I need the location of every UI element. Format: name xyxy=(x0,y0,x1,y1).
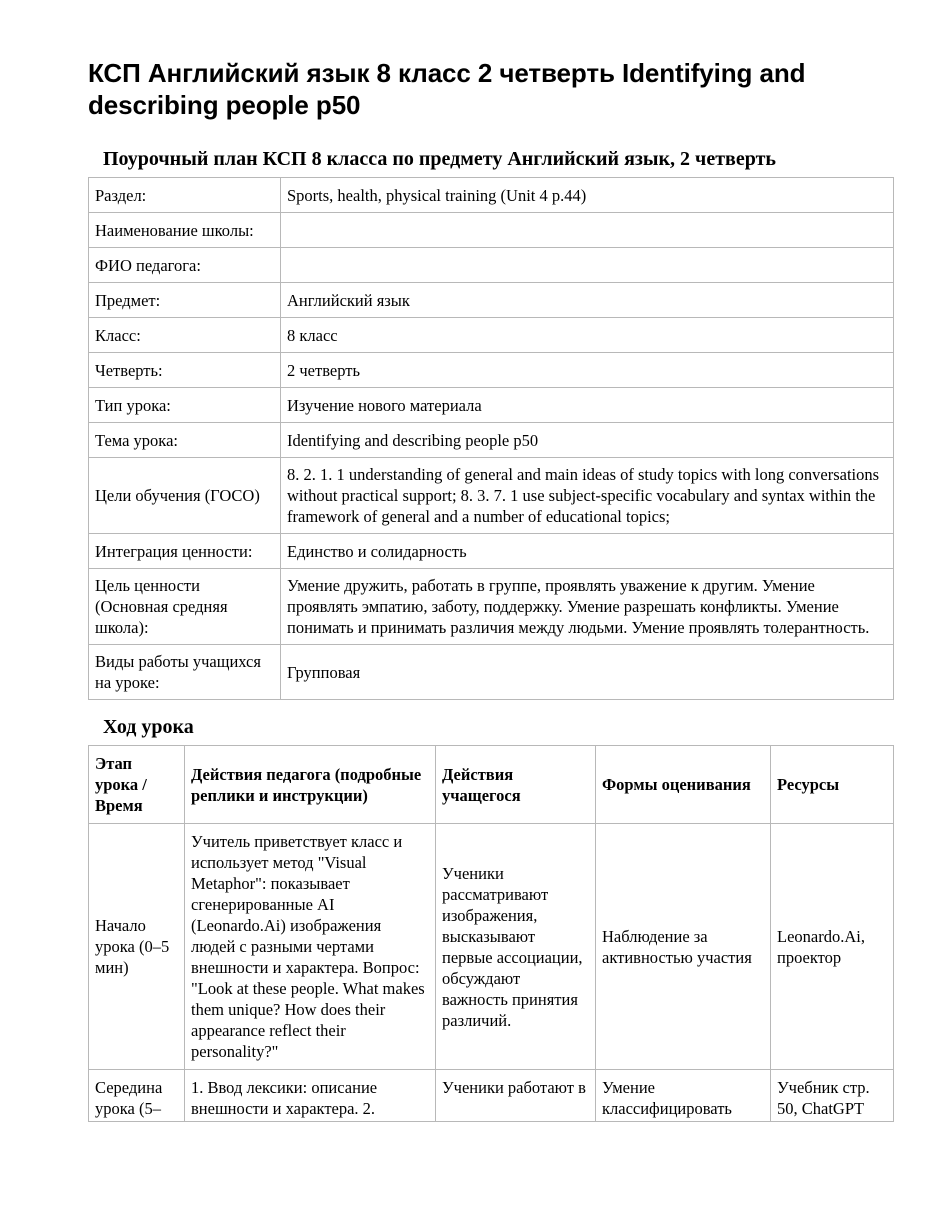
table-row xyxy=(89,248,894,283)
table-row xyxy=(89,178,894,213)
table-cell: Умение классифицировать xyxy=(596,1070,771,1122)
info-value: Английский язык xyxy=(281,283,894,318)
table-row xyxy=(89,1070,894,1122)
info-value: Изучение нового материала xyxy=(281,388,894,423)
course-heading: Ход урока xyxy=(103,716,194,738)
table-cell: Начало урока (0–5 мин) xyxy=(89,824,185,1070)
info-label: Предмет: xyxy=(89,283,281,318)
lesson-course-table xyxy=(88,745,894,1122)
info-label: Цель ценности (Основная средняя школа): xyxy=(89,569,281,645)
table-row xyxy=(89,534,894,569)
column-header: Действия учащегося xyxy=(436,746,596,824)
info-value xyxy=(281,248,894,283)
info-value: Групповая xyxy=(281,645,894,700)
document-title: КСП Английский язык 8 класс 2 четверть Identifying and describing people p50 xyxy=(88,58,806,120)
document-page xyxy=(88,57,893,1122)
column-header: Ресурсы xyxy=(771,746,894,824)
table-row xyxy=(89,283,894,318)
info-value xyxy=(281,213,894,248)
info-label: Класс: xyxy=(89,318,281,353)
info-label: Цели обучения (ГОСО) xyxy=(89,458,281,534)
table-cell: Ученики работают в xyxy=(436,1070,596,1122)
table-header-row xyxy=(89,746,894,824)
info-label: Наименование школы: xyxy=(89,213,281,248)
table-row xyxy=(89,645,894,700)
table-row xyxy=(89,569,894,645)
info-value: 2 четверть xyxy=(281,353,894,388)
info-value: Identifying and describing people p50 xyxy=(281,423,894,458)
table-cell: Ученики рассматривают изображения, высказывают первые ассоциации, обсуждают важность принятия различий. xyxy=(436,824,596,1070)
info-label: Тип урока: xyxy=(89,388,281,423)
table-row xyxy=(89,423,894,458)
table-row xyxy=(89,824,894,1070)
table-cell: Наблюдение за активностью участия xyxy=(596,824,771,1070)
info-value: 8. 2. 1. 1 understanding of general and main ideas of study topics with long conversations without practical support; 8. 3. 7. 1 use subject-specific vocabulary and syntax within the framework of general and a number of educational topics; xyxy=(281,458,894,534)
table-row xyxy=(89,318,894,353)
info-value: 8 класс xyxy=(281,318,894,353)
info-value: Sports, health, physical training (Unit 4 p.44) xyxy=(281,178,894,213)
info-label: Четверть: xyxy=(89,353,281,388)
column-header: Формы оценивания xyxy=(596,746,771,824)
info-label: Интеграция ценности: xyxy=(89,534,281,569)
column-header: Действия педагога (подробные реплики и инструкции) xyxy=(185,746,436,824)
info-label: ФИО педагога: xyxy=(89,248,281,283)
info-value: Единство и солидарность xyxy=(281,534,894,569)
table-cell: 1. Ввод лексики: описание внешности и характера. 2. xyxy=(185,1070,436,1122)
info-label: Раздел: xyxy=(89,178,281,213)
column-header: Этап урока / Время xyxy=(89,746,185,824)
lesson-info-table xyxy=(88,177,894,700)
table-cell: Учебник стр. 50, ChatGPT xyxy=(771,1070,894,1122)
table-cell: Учитель приветствует класс и использует метод "Visual Metaphor": показывает сгенерированные AI (Leonardo.Ai) изображения людей с разными чертами внешности и характера. Вопрос: "Look at these people. What makes them unique? How does their appearance reflect their personality?" xyxy=(185,824,436,1070)
info-label: Виды работы учащихся на уроке: xyxy=(89,645,281,700)
table-cell: Leonardo.Ai, проектор xyxy=(771,824,894,1070)
table-row xyxy=(89,213,894,248)
table-row xyxy=(89,388,894,423)
info-label: Тема урока: xyxy=(89,423,281,458)
plan-heading: Поурочный план КСП 8 класса по предмету Английский язык, 2 четверть xyxy=(103,148,776,170)
table-row xyxy=(89,353,894,388)
table-row xyxy=(89,458,894,534)
info-value: Умение дружить, работать в группе, проявлять уважение к другим. Умение проявлять эмпатию, заботу, поддержку. Умение разрешать конфликты. Умение понимать и принимать различия между людьми. Умение проявлять толерантность. xyxy=(281,569,894,645)
table-cell: Середина урока (5– xyxy=(89,1070,185,1122)
